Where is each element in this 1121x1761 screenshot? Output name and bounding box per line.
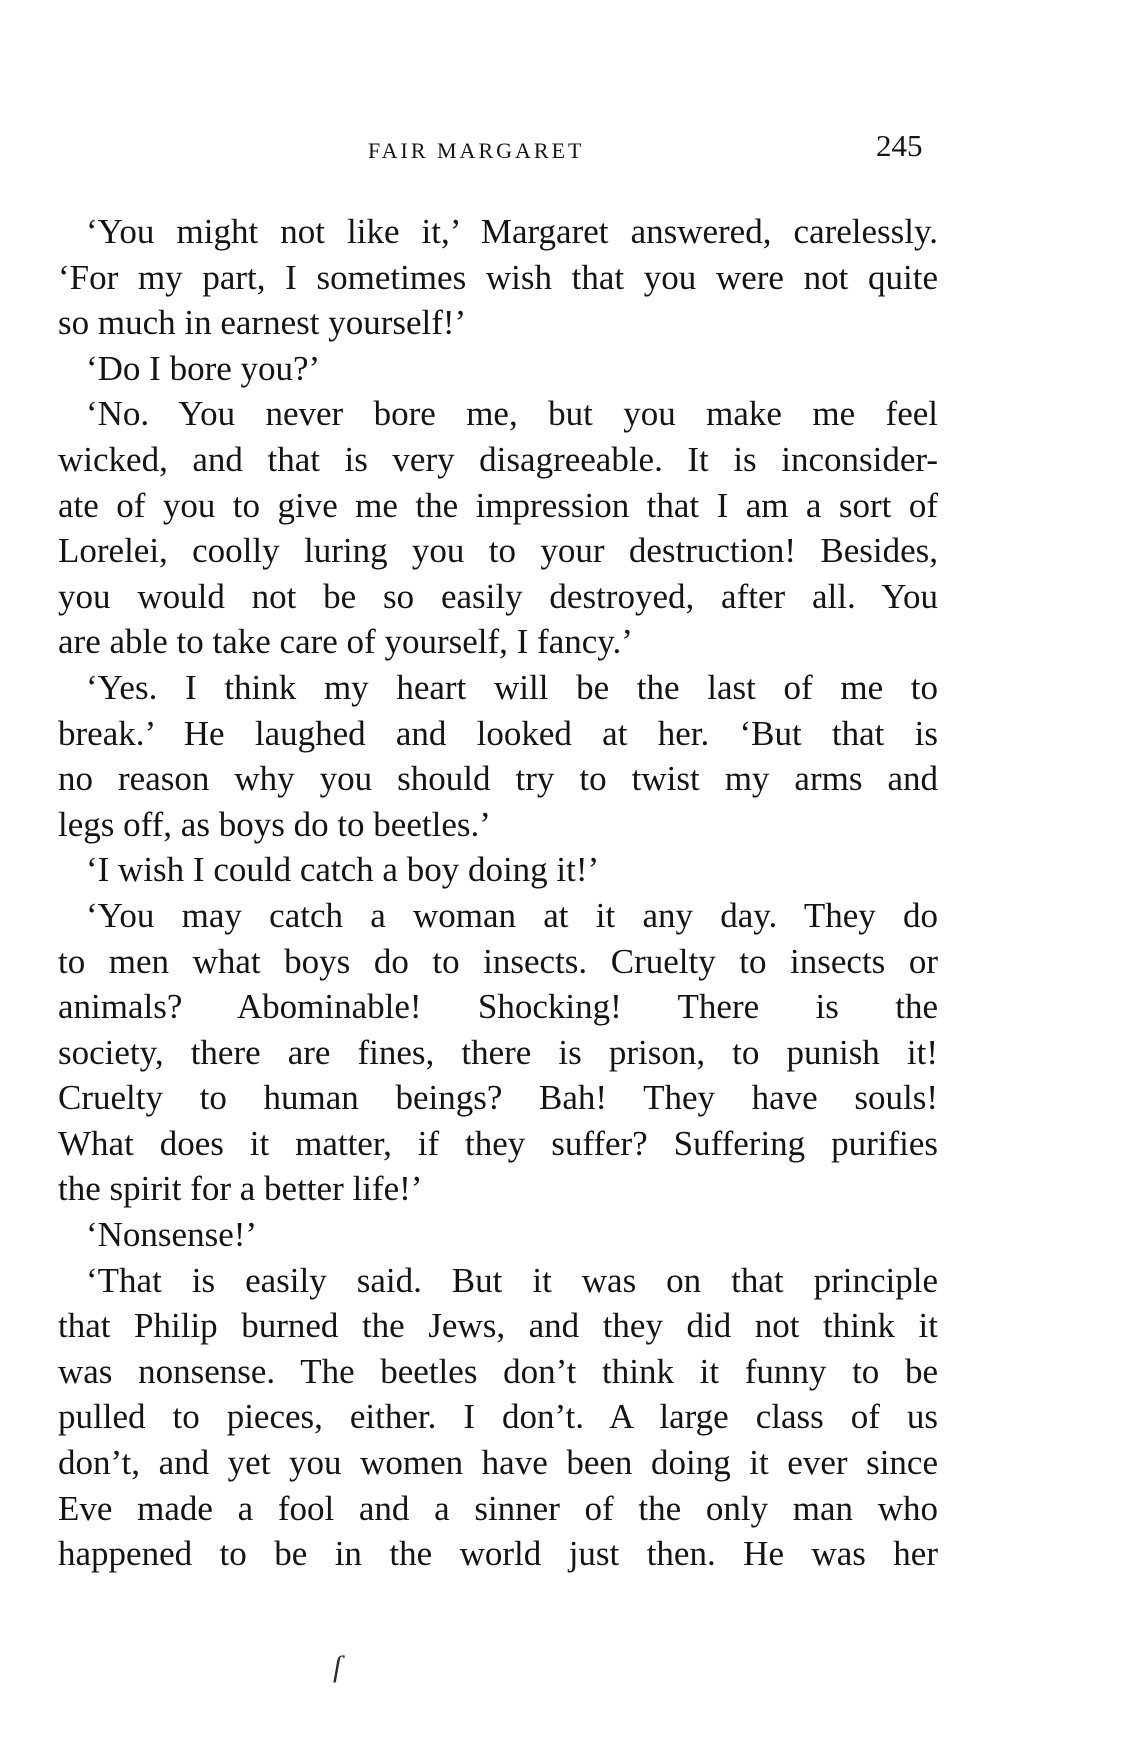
text-line: you would not be so easily destroyed, after all. You (58, 576, 938, 616)
text-line: no reason why you should try to twist my arms and (58, 759, 938, 799)
text-line: ‘Nonsense!’ (86, 1215, 258, 1255)
text-line: ‘For my part, I sometimes wish that you were not quite (58, 257, 938, 297)
text-line: ‘Yes. I think my heart will be the last of me to (86, 667, 938, 707)
text-line: ‘Do I bore you?’ (86, 348, 321, 388)
text-line: to men what boys do to insects. Cruelty to insects or (58, 941, 938, 981)
text-line: ‘You might not like it,’ Margaret answered, carelessly. (86, 212, 938, 251)
text-line: ‘No. You never bore me, but you make me feel (86, 394, 938, 434)
page-number: 245 (876, 128, 923, 163)
text-line: break.’ He laughed and looked at her. ‘But that is (58, 713, 938, 753)
text-line: legs off, as boys do to beetles.’ (58, 804, 491, 844)
text-line: the spirit for a better life!’ (58, 1169, 423, 1209)
text-line: society, there are fines, there is prison, to punish it! (58, 1032, 938, 1072)
text-line: so much in earnest yourself!’ (58, 303, 467, 343)
text-line: animals? Abominable! Shocking! There is the (58, 987, 938, 1027)
text-line: Lorelei, coolly luring you to your destruction! Besides, (58, 531, 938, 571)
text-line: ‘I wish I could catch a boy doing it!’ (86, 850, 600, 890)
text-line: ate of you to give me the impression that I am a sort of (58, 485, 938, 525)
text-line: pulled to pieces, either. I don’t. A large class of us (58, 1397, 938, 1437)
text-line: are able to take care of yourself, I fancy.’ (58, 622, 633, 662)
text-line: don’t, and yet you women have been doing it ever since (58, 1443, 938, 1483)
text-line: ‘You may catch a woman at it any day. They do (86, 895, 938, 935)
running-title: FAIR MARGARET (368, 138, 585, 163)
running-head (0, 128, 1121, 168)
text-line: Eve made a fool and a sinner of the only man who (58, 1488, 938, 1528)
text-line: What does it matter, if they suffer? Suffering purifies (58, 1123, 938, 1163)
text-line: ‘That is easily said. But it was on that principle (86, 1260, 938, 1300)
text-line: wicked, and that is very disagreeable. It is inconsider- (58, 439, 938, 479)
signature-mark: ſ (333, 1650, 342, 1683)
body-text (58, 209, 938, 1577)
text-line: was nonsense. The beetles don’t think it funny to be (58, 1351, 938, 1391)
text-line: happened to be in the world just then. He was her (58, 1534, 938, 1574)
text-line: Cruelty to human beings? Bah! They have souls! (58, 1078, 938, 1118)
text-line: that Philip burned the Jews, and they did not think it (58, 1306, 938, 1346)
